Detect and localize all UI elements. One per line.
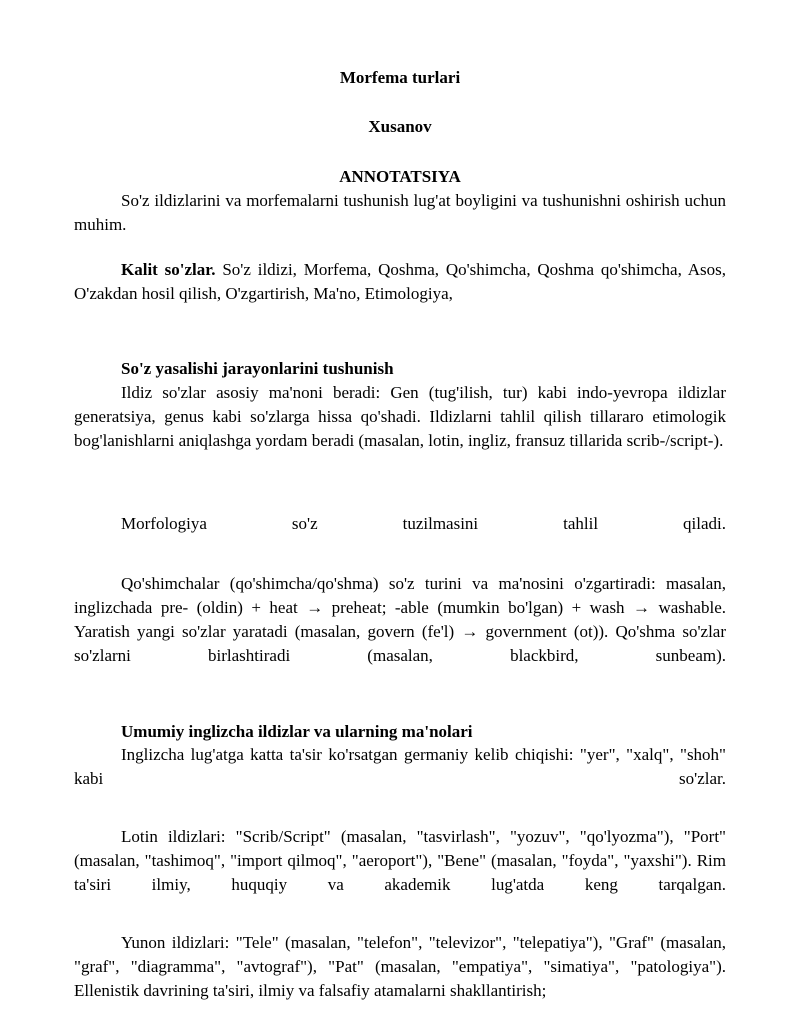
section1-paragraph-morphology: Morfologiya so'z tuzilmasini tahlil qiladi. bbox=[121, 514, 726, 533]
section1-paragraph-affixes: Qo'shimchalar (qo'shimcha/qo'shma) so'z turini va ma'nosini o'zgartiradi: masalan, inglizchada pre- (oldin) + heat → preheat; -able (mumkin bo'lgan) + wash → washable. Yaratish yangi so'zlar yaratadi (masalan, govern (fe'l) → government (ot)). Qo'shma so'zlar so'zlarni birlashtiradi (masalan, blackbird, sunbeam). bbox=[74, 574, 726, 665]
keywords-label: Kalit so'zlar. bbox=[121, 260, 216, 279]
section2-paragraph-latin: Lotin ildizlari: "Scrib/Script" (masalan, "tasvirlash", "yozuv", "qo'lyozma"), "Port" (masalan, "tashimoq", "import qilmoq", "aeroport"), "Bene" (masalan, "foyda", "yaxshi"). Rim ta'siri ilmiy, huquqiy va akademik lug'atda keng tarqalgan. bbox=[74, 827, 726, 894]
section2-heading: Umumiy inglizcha ildizlar va ularning ma'nolari bbox=[121, 722, 473, 741]
document-title: Morfema turlari bbox=[339, 68, 461, 87]
annotation-heading: ANNOTATSIYA bbox=[339, 167, 461, 186]
section2-paragraph-germanic: Inglizcha lug'atga katta ta'sir ko'rsatgan germaniy kelib chiqishi: "yer", "xalq", "shoh" kabi so'zlar. bbox=[74, 745, 726, 788]
annotation-text: So'z ildizlarini va morfemalarni tushunish lug'at boyligini va tushunishni oshirish uchun muhim. bbox=[74, 191, 726, 234]
keywords-text: So'z ildizi, Morfema, Qoshma, Qo'shimcha, Qoshma qo'shimcha, Asos, O'zakdan hosil qilish, O'zgartirish, Ma'no, Etimologiya, bbox=[74, 260, 726, 303]
section2-paragraph-greek: Yunon ildizlari: "Tele" (masalan, "telefon", "televizor", "telepatiya"), "Graf" (masalan, "graf", "diagramma", "avtograf"), "Pat" (masalan, "empatiya", "simatiya", "patologiya"). Ellenistik davrining ta'siri, ilmiy va falsafiy atamalarni shakllantirish; bbox=[74, 933, 726, 1000]
section1-paragraph-roots: Ildiz so'zlar asosiy ma'noni beradi: Gen (tug'ilish, tur) kabi indo-yevropa ildizlar generatsiya, genus kabi so'zlarga hissa qo'shadi. Ildizlarni tahlil qilish tillararo etimologik bog'lanishlarni aniqlashga yordam beradi (masalan, lotin, ingliz, fransuz tillarida scrib-/script-). bbox=[74, 383, 726, 450]
section1-heading: So'z yasalishi jarayonlarini tushunish bbox=[121, 359, 394, 378]
keywords-paragraph bbox=[74, 258, 726, 306]
document-author: Xusanov bbox=[368, 117, 432, 136]
